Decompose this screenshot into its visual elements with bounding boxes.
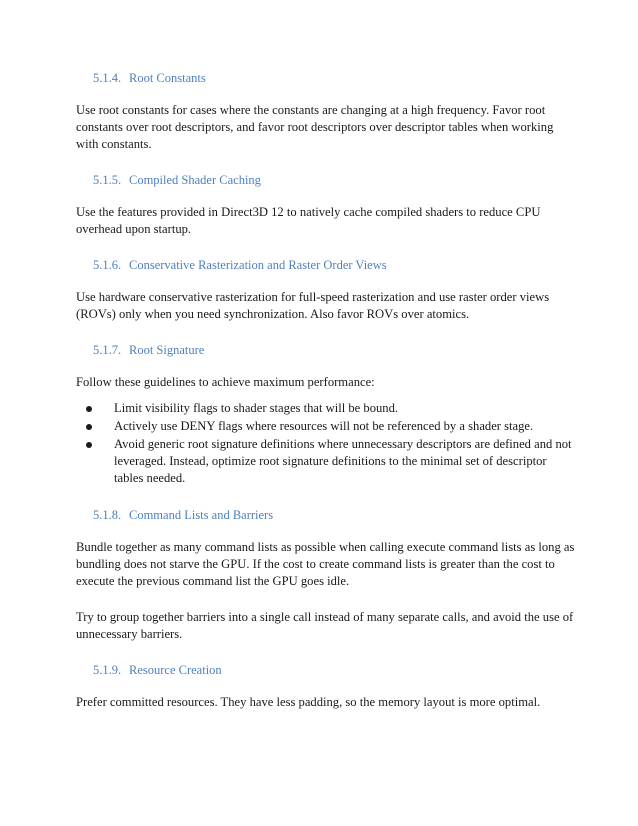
document-page: [76, 70, 576, 730]
section-heading: [93, 172, 576, 188]
list-item: [76, 400, 576, 417]
list-item: [76, 436, 576, 487]
list-item-text: Actively use DENY flags where resources will not be referenced by a shader stage.: [114, 419, 534, 433]
section-number: 5.1.8.: [93, 508, 122, 522]
section-command-lists-barriers: [76, 507, 576, 643]
section-title: Conservative Rasterization and Raster Order Views: [129, 258, 387, 272]
section-number: 5.1.9.: [93, 663, 122, 677]
section-resource-creation: [76, 662, 576, 711]
section-number: 5.1.4.: [93, 71, 122, 85]
section-title: Root Constants: [129, 71, 206, 85]
section-heading: [93, 662, 576, 678]
paragraph: Bundle together as many command lists as possible when calling execute command lists as long as bundling does not starve the GPU. If the cost to create command lists is greater than the cost to execute the previous command list the GPU goes idle.: [76, 540, 575, 588]
bullet-icon: [86, 424, 92, 430]
paragraph: Use the features provided in Direct3D 12 to natively cache compiled shaders to reduce CPU overhead upon startup.: [76, 205, 541, 236]
section-number: 5.1.5.: [93, 173, 122, 187]
list-item-text: Avoid generic root signature definitions where unnecessary descriptors are defined and not leveraged. Instead, optimize root signature definitions to the minimal set of descriptor tables needed.: [114, 437, 572, 485]
paragraph: Use root constants for cases where the constants are changing at a high frequency. Favor root constants over root descriptors, and favor root descriptors over descriptor tables when working with constants.: [76, 103, 554, 151]
section-heading: [93, 257, 576, 273]
section-heading: [93, 507, 576, 523]
section-number: 5.1.6.: [93, 258, 122, 272]
bullet-icon: [86, 406, 92, 412]
paragraph: Use hardware conservative rasterization for full-speed rasterization and use raster order views (ROVs) only when you need synchronization. Also favor ROVs over atomics.: [76, 290, 550, 321]
paragraph: Prefer committed resources. They have less padding, so the memory layout is more optimal.: [76, 695, 541, 709]
section-conservative-rasterization: [76, 257, 576, 323]
section-root-signature: [76, 342, 576, 487]
section-title: Command Lists and Barriers: [129, 508, 274, 522]
paragraph-intro: Follow these guidelines to achieve maximum performance:: [76, 375, 375, 389]
section-heading: [93, 342, 576, 358]
section-root-constants: [76, 70, 576, 153]
section-heading: [93, 70, 576, 86]
paragraph: Try to group together barriers into a single call instead of many separate calls, and avoid the use of unnecessary barriers.: [76, 610, 574, 641]
bullet-icon: [86, 442, 92, 448]
section-number: 5.1.7.: [93, 343, 122, 357]
section-title: Resource Creation: [129, 663, 222, 677]
section-compiled-shader-caching: [76, 172, 576, 238]
list-item: [76, 418, 576, 435]
guideline-list: [76, 400, 576, 487]
section-title: Root Signature: [129, 343, 205, 357]
section-title: Compiled Shader Caching: [129, 173, 261, 187]
list-item-text: Limit visibility flags to shader stages that will be bound.: [114, 401, 399, 415]
